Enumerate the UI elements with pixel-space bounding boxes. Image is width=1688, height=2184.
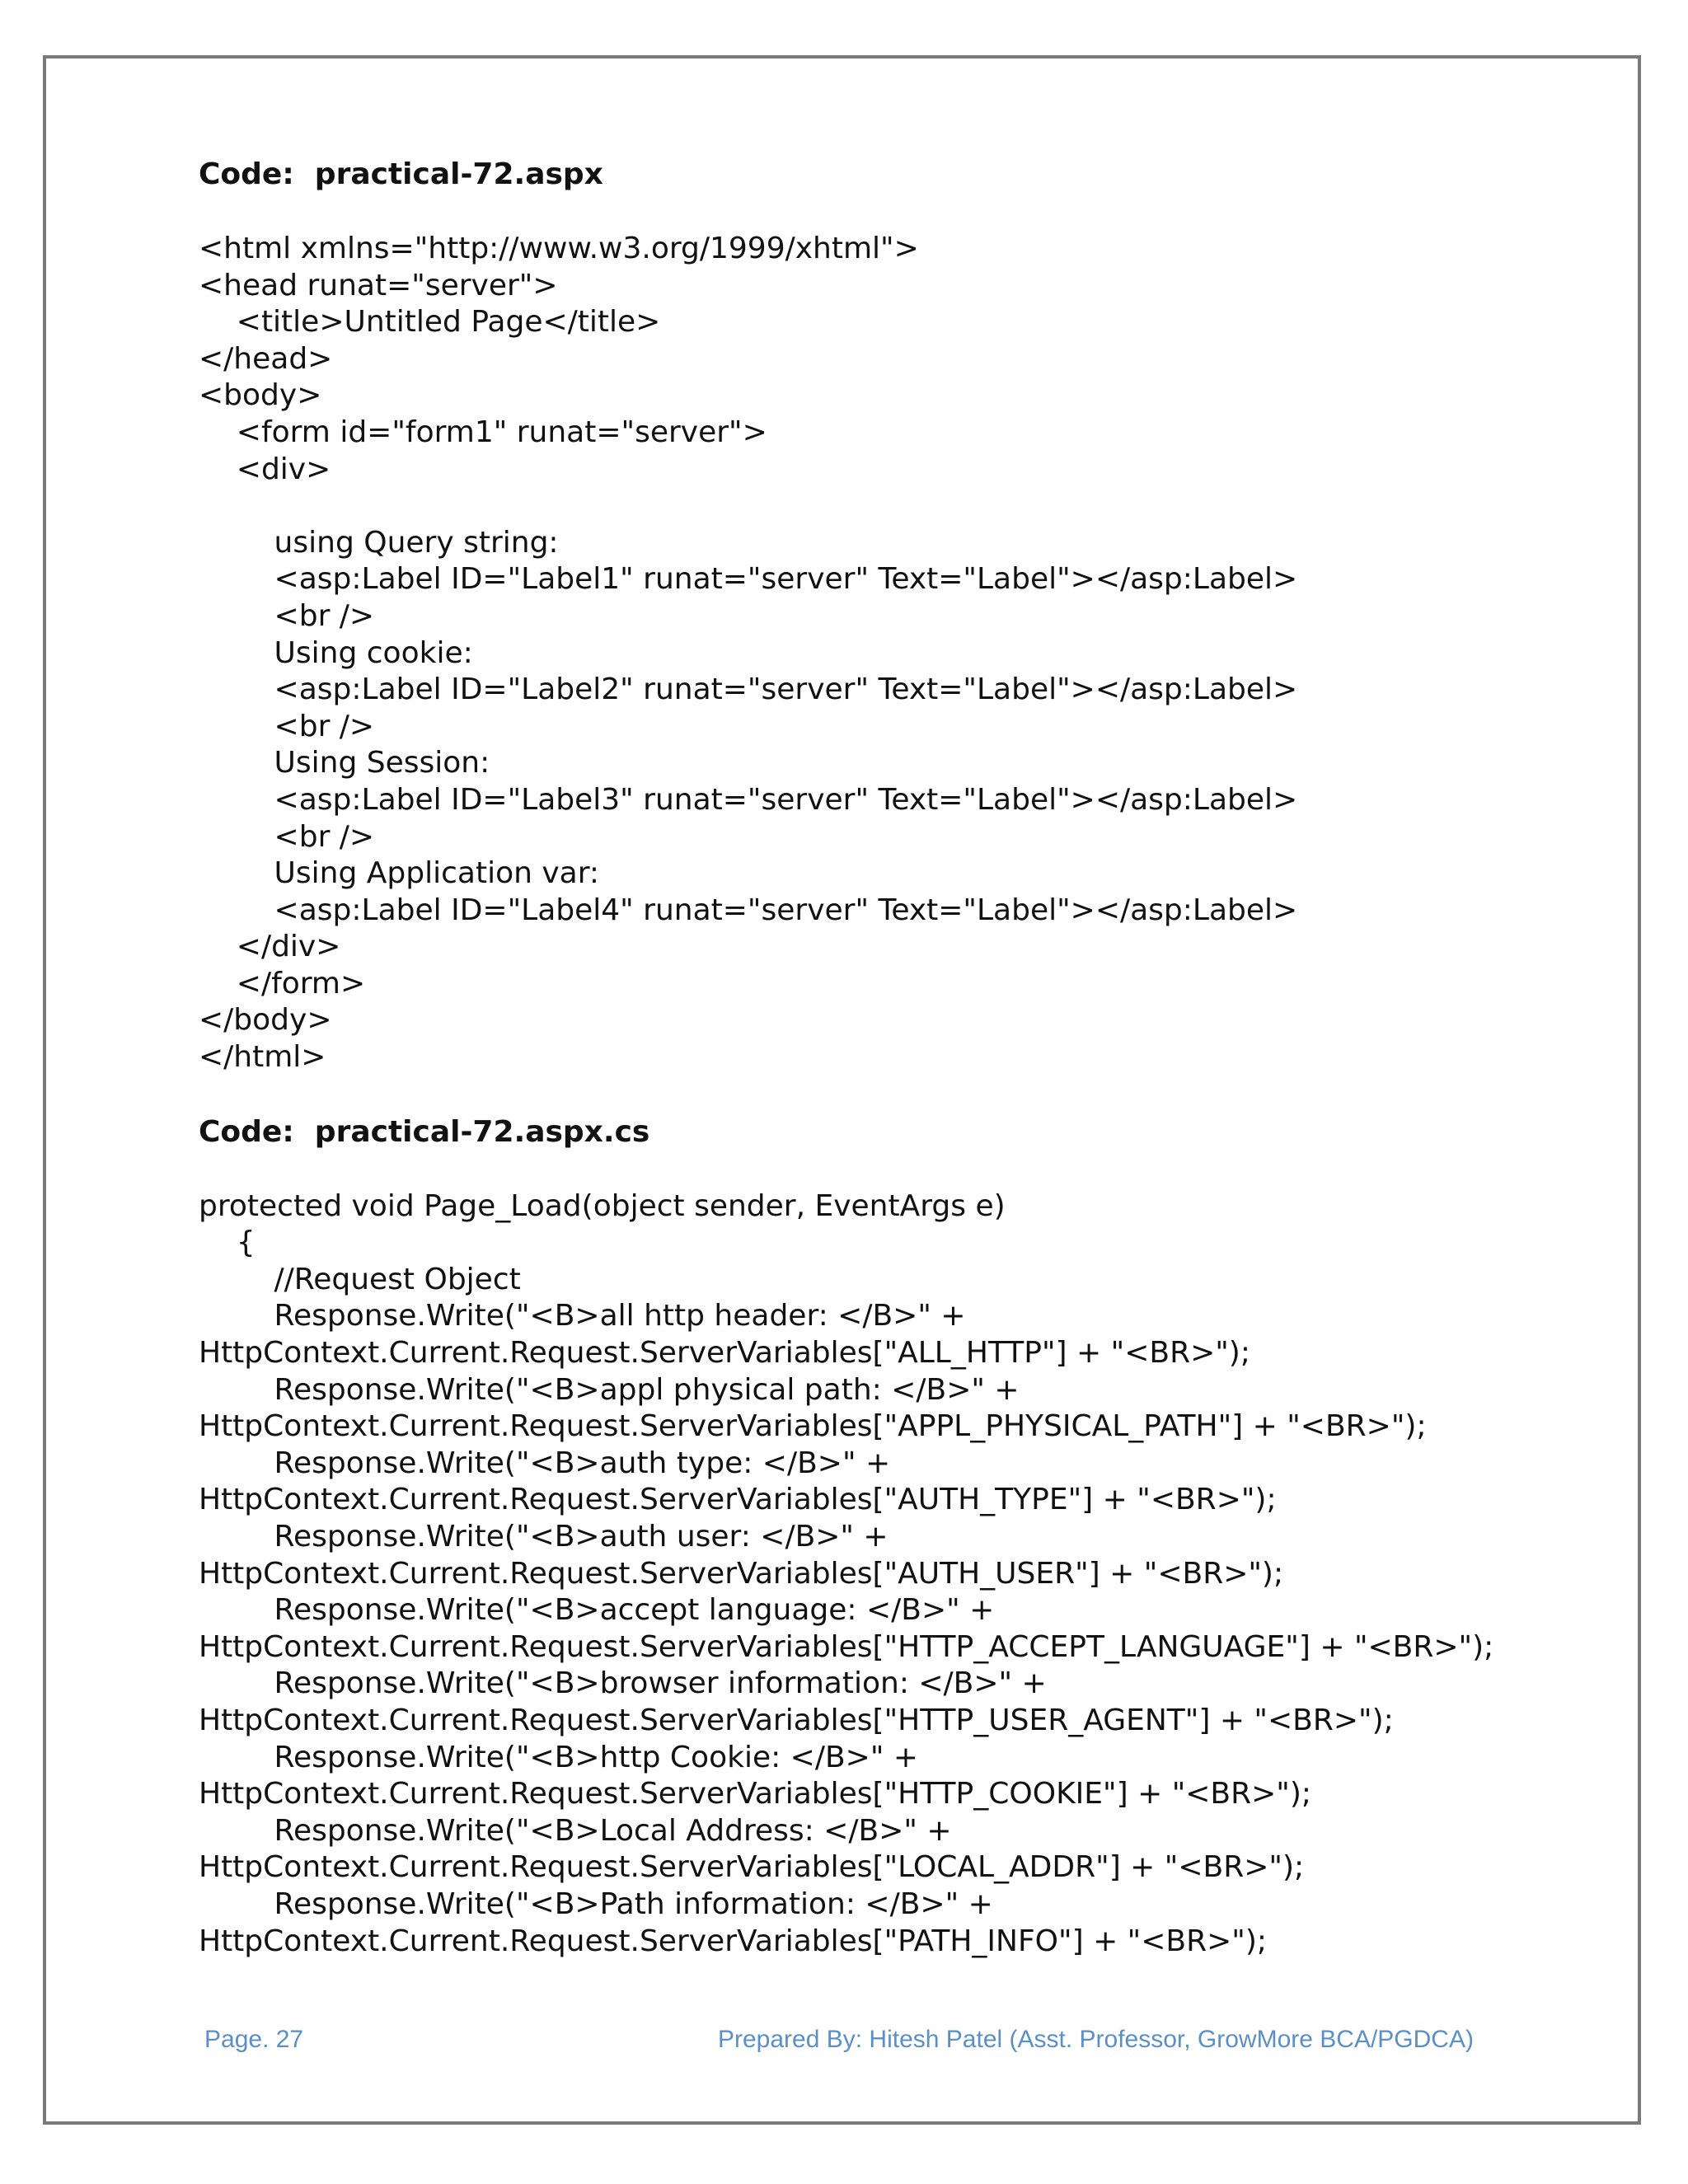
code-line: </form>: [199, 966, 366, 1001]
code-line: </div>: [199, 930, 341, 964]
code-line: [199, 488, 1625, 525]
code-line: Response.Write("<B>appl physical path: </B>" +: [199, 1372, 1020, 1407]
code-line: HttpContext.Current.Request.ServerVariables["AUTH_TYPE"] + "<BR>");: [199, 1483, 1277, 1517]
code-line: Response.Write("<B>http Cookie: </B>" +: [199, 1740, 918, 1774]
code-line: Using Session:: [199, 746, 490, 780]
code-line: //Request Object: [199, 1262, 521, 1296]
code-line: <title>Untitled Page</title>: [199, 305, 661, 340]
code-line: <asp:Label ID="Label3" runat="server" Text="Label"></asp:Label>: [199, 782, 1298, 817]
code-line: <asp:Label ID="Label4" runat="server" Text="Label"></asp:Label>: [199, 893, 1298, 927]
code-line: HttpContext.Current.Request.ServerVariables["LOCAL_ADDR"] + "<BR>");: [199, 1850, 1305, 1885]
code-line: Response.Write("<B>Path information: </B>" +: [199, 1886, 993, 1921]
code-line: Response.Write("<B>Local Address: </B>" +: [199, 1813, 952, 1848]
code-line: Response.Write("<B>browser information: </B>" +: [199, 1666, 1047, 1701]
code-line: using Query string:: [199, 525, 559, 560]
cs-code-block: [199, 1188, 1625, 1960]
document-content: [199, 157, 1625, 1960]
code-line: <html xmlns="http://www.w3.org/1999/xhtml">: [199, 232, 919, 265]
code-line: HttpContext.Current.Request.ServerVariables["ALL_HTTP"] + "<BR>");: [199, 1336, 1250, 1371]
code-line: HttpContext.Current.Request.ServerVariables["AUTH_USER"] + "<BR>");: [199, 1556, 1284, 1591]
code-line: </html>: [199, 1040, 326, 1075]
code-line: {: [199, 1226, 256, 1260]
code-line: Response.Write("<B>accept language: </B>" +: [199, 1593, 995, 1628]
code-line: HttpContext.Current.Request.ServerVariables["HTTP_ACCEPT_LANGUAGE"] + "<BR>");: [199, 1629, 1494, 1664]
aspx-code-block: [199, 231, 1625, 1076]
code-line: HttpContext.Current.Request.ServerVariables["APPL_PHYSICAL_PATH"] + "<BR>");: [199, 1409, 1427, 1444]
code-line: </head>: [199, 341, 333, 376]
code-line: Response.Write("<B>all http header: </B>" +: [199, 1299, 966, 1333]
code-line: <head runat="server">: [199, 268, 558, 302]
code-heading-aspx: Code: practical-72.aspx: [199, 157, 603, 191]
code-line: HttpContext.Current.Request.ServerVariables["HTTP_COOKIE"] + "<BR>");: [199, 1777, 1312, 1811]
code-line: <form id="form1" runat="server">: [199, 415, 767, 449]
code-line: <asp:Label ID="Label2" runat="server" Text="Label"></asp:Label>: [199, 673, 1298, 707]
code-line: HttpContext.Current.Request.ServerVariables["HTTP_USER_AGENT"] + "<BR>");: [199, 1703, 1394, 1737]
code-line: <body>: [199, 378, 322, 413]
code-line: <div>: [199, 452, 331, 486]
code-line: <br />: [199, 819, 375, 854]
code-line: <br />: [199, 709, 375, 743]
code-line: protected void Page_Load(object sender, EventArgs e): [199, 1188, 1006, 1223]
code-heading-cs: Code: practical-72.aspx.cs: [199, 1114, 650, 1149]
code-line: </body>: [199, 1003, 332, 1038]
code-line: <br />: [199, 598, 375, 633]
code-line: Using cookie:: [199, 635, 473, 670]
code-line: Response.Write("<B>auth type: </B>" +: [199, 1446, 891, 1480]
footer-credit: Prepared By: Hitesh Patel (Asst. Professor, GrowMore BCA/PGDCA): [718, 2026, 1474, 2053]
code-line: <asp:Label ID="Label1" runat="server" Text="Label"></asp:Label>: [199, 562, 1298, 597]
code-line: Using Application var:: [199, 856, 600, 891]
code-line: Response.Write("<B>auth user: </B>" +: [199, 1520, 889, 1554]
footer-page-number: Page. 27: [204, 2026, 304, 2053]
code-line: HttpContext.Current.Request.ServerVariables["PATH_INFO"] + "<BR>");: [199, 1924, 1267, 1958]
